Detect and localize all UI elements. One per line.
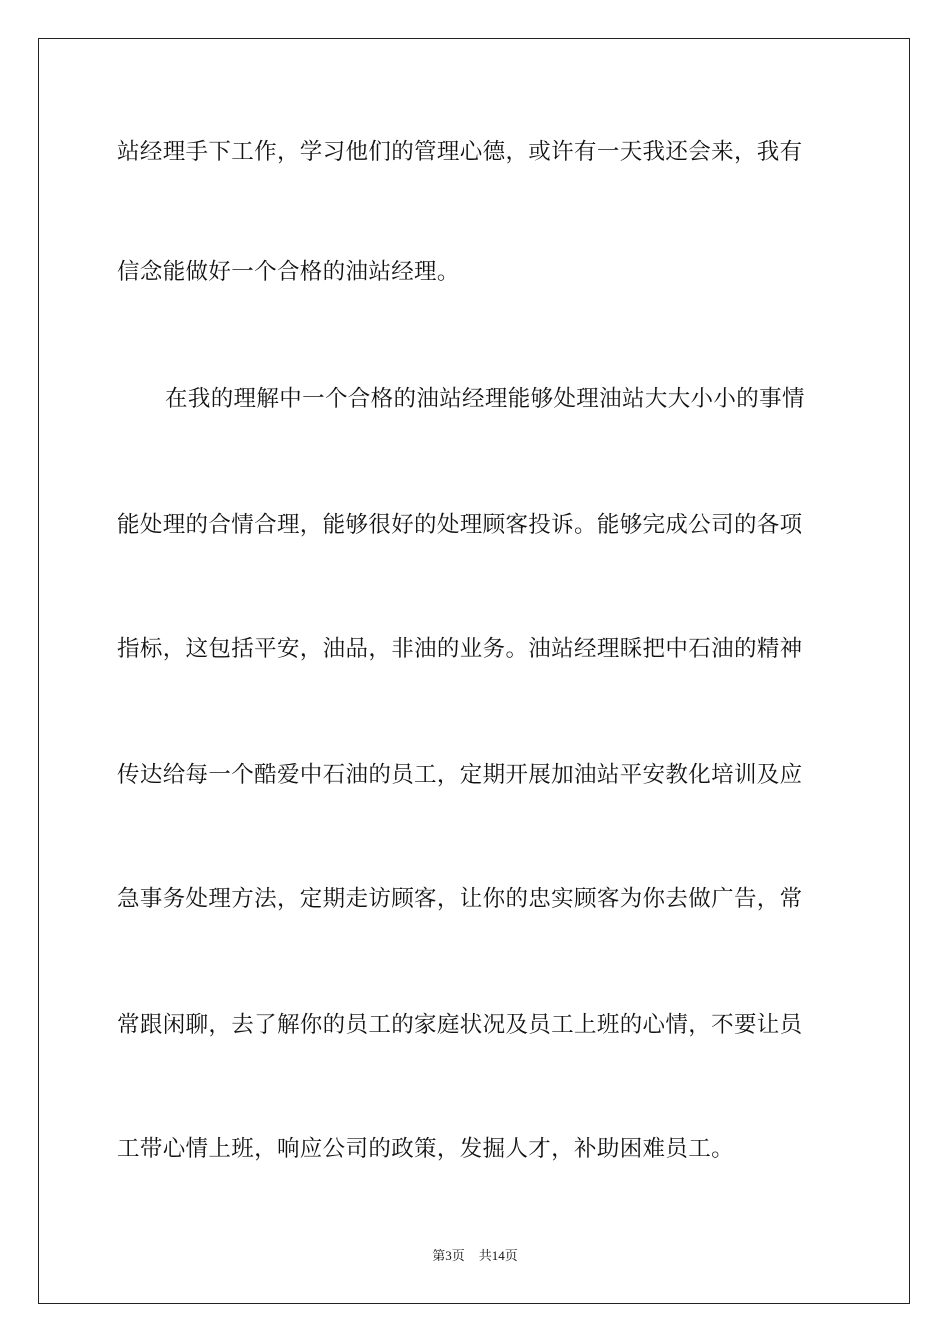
page-footer	[0, 1247, 950, 1265]
text-line-2: 信念能做好一个合格的油站经理。	[117, 259, 460, 285]
text-line-7: 急事务处理方法，定期走访顾客，让你的忠实顾客为你去做广告，常	[117, 886, 803, 912]
page-border	[38, 38, 910, 1304]
text-line-9: 工带心情上班，响应公司的政策，发掘人才，补助困难员工。	[117, 1136, 734, 1162]
text-line-1: 站经理手下工作，学习他们的管理心德，或许有一天我还会来，我有	[117, 139, 803, 165]
text-line-6: 传达给每一个酷爱中石油的员工，定期开展加油站平安教化培训及应	[117, 762, 803, 788]
text-line-8: 常跟闲聊，去了解你的员工的家庭状况及员工上班的心情，不要让员	[117, 1012, 803, 1038]
text-line-5: 指标，这包括平安，油品，非油的业务。油站经理睬把中石油的精神	[117, 636, 803, 662]
page-total: 共14页	[478, 1248, 518, 1263]
text-line-3: 在我的理解中一个合格的油站经理能够处理油站大大小小的事情	[165, 386, 805, 412]
text-line-4: 能处理的合情合理，能够很好的处理顾客投诉。能够完成公司的各项	[117, 512, 803, 538]
page-number: 第3页	[432, 1248, 465, 1263]
